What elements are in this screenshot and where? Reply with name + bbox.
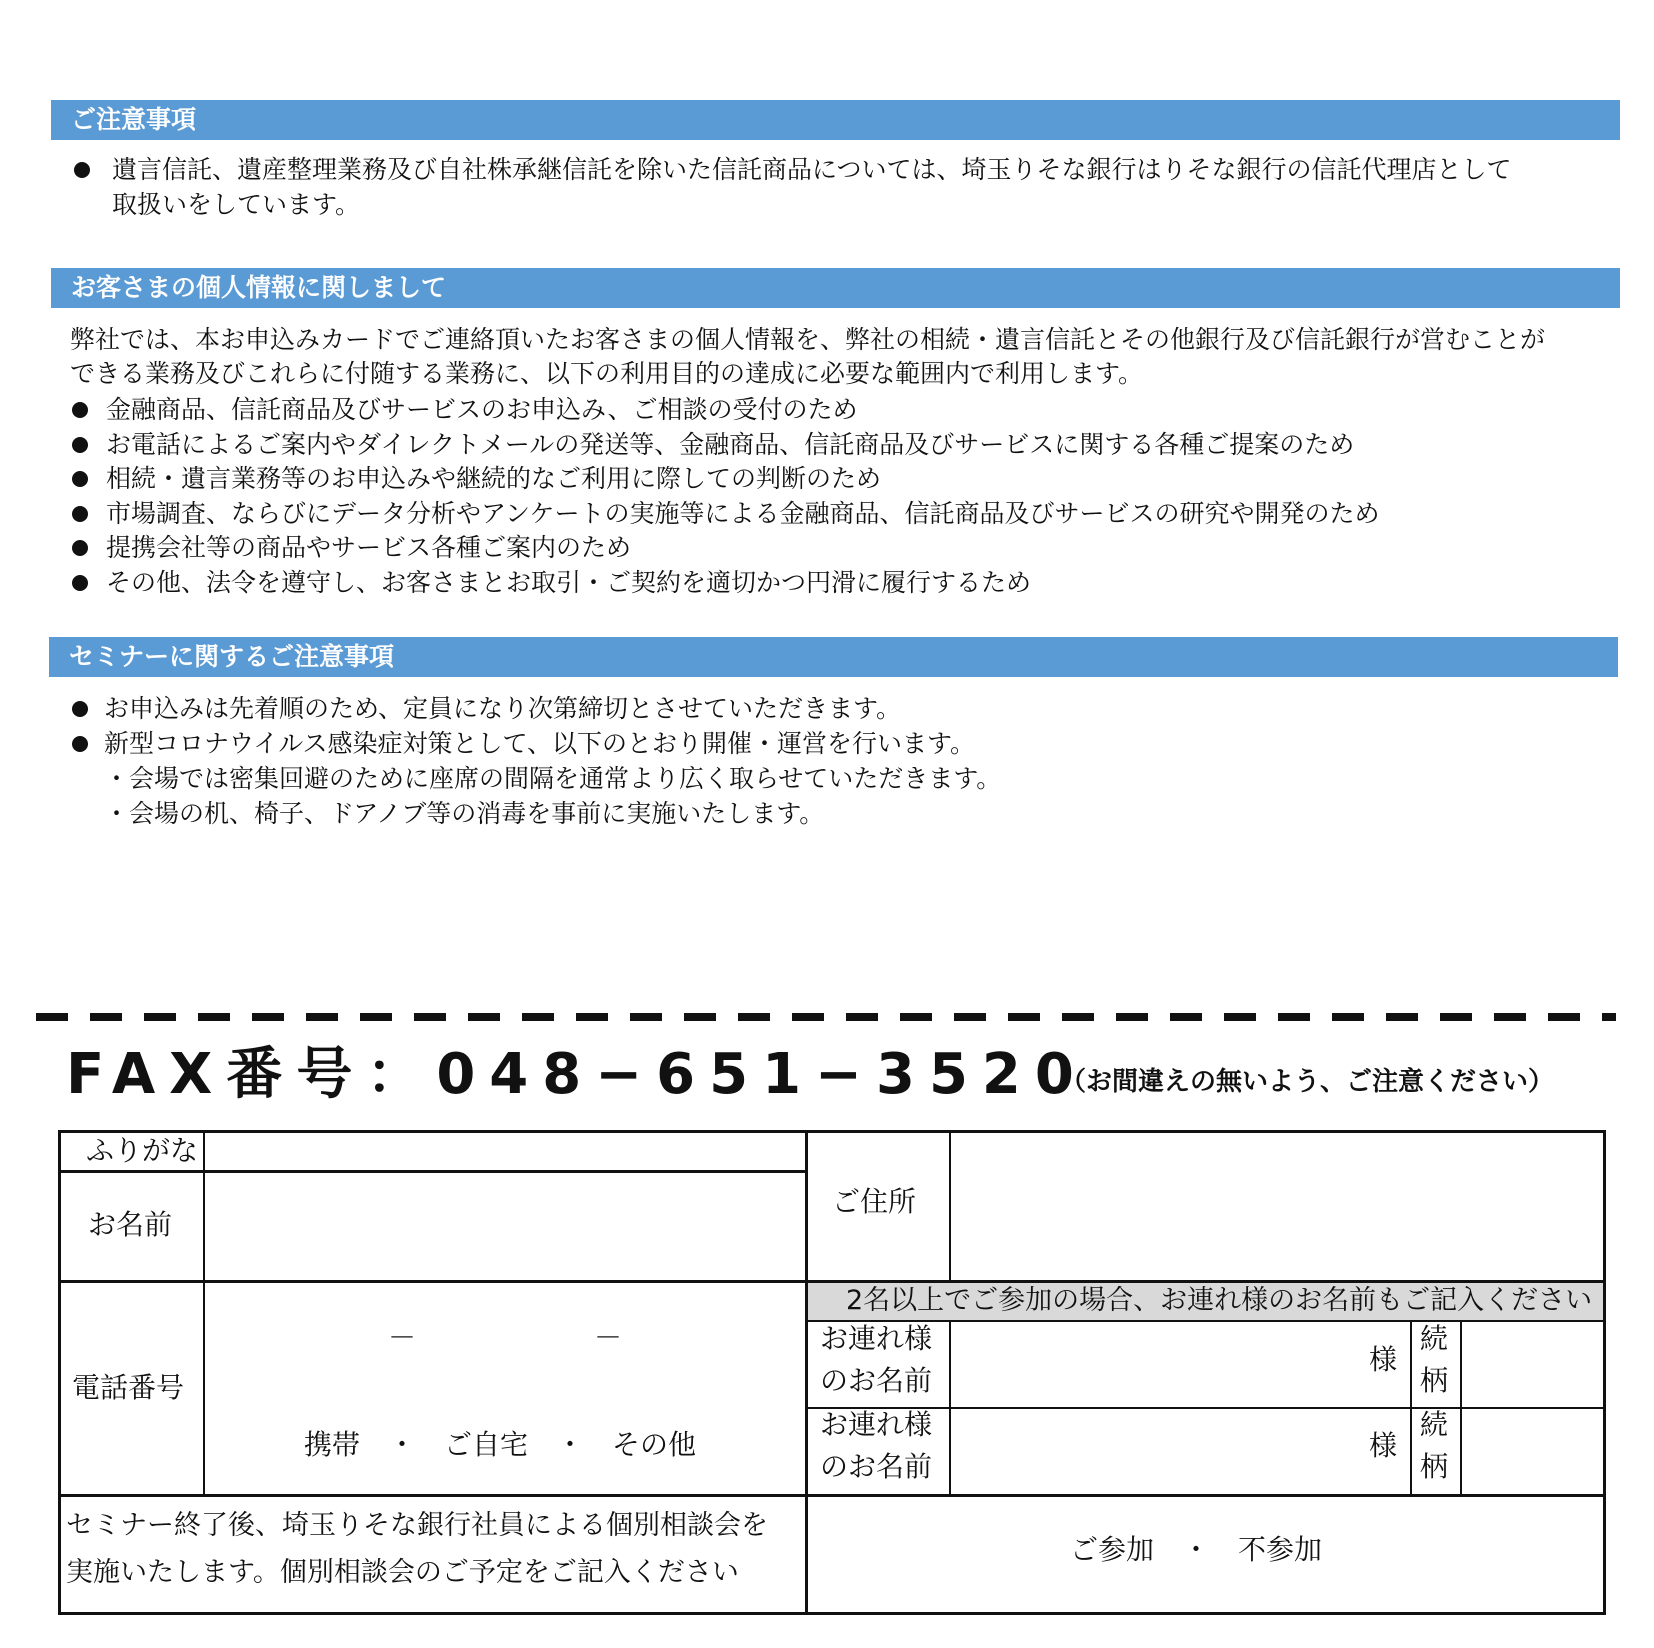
privacy-item: 市場調査、ならびにデータ分析やアンケートの実施等による金融商品、信託商品及びサービスの研究や開発のため <box>106 499 1380 528</box>
companion-name-field[interactable] <box>952 1410 1352 1492</box>
notice-line-2: 取扱いをしています。 <box>112 190 361 219</box>
notice-line-1: 遺言信託、遺産整理業務及び自社株承継信託を除いた信託商品については、埼玉りそな銀行はりそな銀行の信託代理店として <box>112 155 1512 184</box>
address-field[interactable] <box>952 1133 1603 1278</box>
relation-label: 続 <box>1420 1322 1449 1355</box>
furigana-label: ふりがな <box>86 1134 199 1167</box>
cut-line <box>36 1013 1616 1021</box>
bullet-icon <box>72 736 88 752</box>
privacy-item: お電話によるご案内やダイレクトメールの発送等、金融商品、信託商品及びサービスに関する各種ご提案のため <box>106 430 1355 459</box>
address-label: ご住所 <box>832 1185 917 1218</box>
sama-label: 様 <box>1369 1429 1398 1462</box>
bullet-icon <box>72 437 88 453</box>
privacy-item: 相続・遺言業務等のお申込みや継続的なご利用に際しての判断のため <box>106 464 882 493</box>
privacy-item: 提携会社等の商品やサービス各種ご案内のため <box>106 533 632 562</box>
relation-label: 続 <box>1420 1408 1449 1441</box>
bullet-icon <box>72 540 88 556</box>
companion-label: お連れ様 <box>820 1322 933 1355</box>
relation-field[interactable] <box>1463 1410 1603 1492</box>
phone-field[interactable] <box>206 1284 803 1394</box>
section-header-privacy: お客さまの個人情報に関しまして <box>51 268 1620 308</box>
privacy-intro-line-1: 弊社では、本お申込みカードでご連絡頂いたお客さまの個人情報を、弊社の相続・遺言信託とその他銀行及び信託銀行が営むことが <box>70 325 1546 354</box>
relation-label: 柄 <box>1420 1450 1449 1483</box>
sama-label: 様 <box>1369 1343 1398 1376</box>
phone-type-options[interactable]: 携帯 ・ ご自宅 ・ その他 <box>304 1428 697 1461</box>
privacy-item: 金融商品、信託商品及びサービスのお申込み、ご相談の受付のため <box>106 395 858 424</box>
form-line <box>203 1130 205 1495</box>
privacy-intro-line-2: できる業務及びこれらに付随する業務に、以下の利用目的の達成に必要な範囲内で利用します。 <box>70 359 1144 388</box>
seminar-subitem: ・会場では密集回避のために座席の間隔を通常より広く取らせていただきます。 <box>104 764 1002 793</box>
bullet-icon <box>72 402 88 418</box>
form-line <box>949 1130 951 1280</box>
companion-label: のお名前 <box>820 1364 933 1397</box>
privacy-item: その他、法令を遵守し、お客さまとお取引・ご契約を適切かつ円滑に履行するため <box>106 568 1032 597</box>
fax-number: FAX番号：048−651−3520 <box>66 1042 1088 1107</box>
furigana-field[interactable] <box>206 1133 803 1169</box>
section-header-seminar: セミナーに関するご注意事項 <box>49 637 1618 677</box>
companion-label: のお名前 <box>820 1450 933 1483</box>
bullet-icon <box>72 701 88 717</box>
phone-dash: － <box>388 1321 417 1354</box>
name-label: お名前 <box>88 1208 173 1241</box>
consult-options[interactable]: ご参加 ・ 不参加 <box>1070 1533 1323 1566</box>
companion-label: お連れ様 <box>820 1408 933 1441</box>
bullet-icon <box>72 575 88 591</box>
bullet-icon <box>72 506 88 522</box>
seminar-item: お申込みは先着順のため、定員になり次第締切とさせていただきます。 <box>104 694 902 723</box>
form-line <box>58 1494 1606 1497</box>
phone-dash: － <box>594 1321 623 1354</box>
companion-notice: 2名以上でご参加の場合、お連れ様のお名前もご記入ください <box>846 1285 1593 1316</box>
consult-text: セミナー終了後、埼玉りそな銀行社員による個別相談会を <box>66 1510 768 1541</box>
relation-label: 柄 <box>1420 1364 1449 1397</box>
form-line <box>805 1130 808 1615</box>
companion-name-field[interactable] <box>952 1323 1352 1405</box>
phone-label: 電話番号 <box>72 1371 185 1404</box>
seminar-item: 新型コロナウイルス感染症対策として、以下のとおり開催・運営を行います。 <box>104 729 976 758</box>
bullet-icon <box>74 162 90 178</box>
section-header-notice: ご注意事項 <box>51 100 1620 140</box>
fax-note: （お間違えの無いよう、ご注意ください） <box>1060 1067 1555 1097</box>
name-field[interactable] <box>206 1174 803 1278</box>
bullet-icon <box>72 471 88 487</box>
consult-text: 実施いたします。個別相談会のご予定をご記入ください <box>66 1557 739 1588</box>
relation-field[interactable] <box>1463 1323 1603 1405</box>
seminar-subitem: ・会場の机、椅子、ドアノブ等の消毒を事前に実施いたします。 <box>104 799 825 828</box>
